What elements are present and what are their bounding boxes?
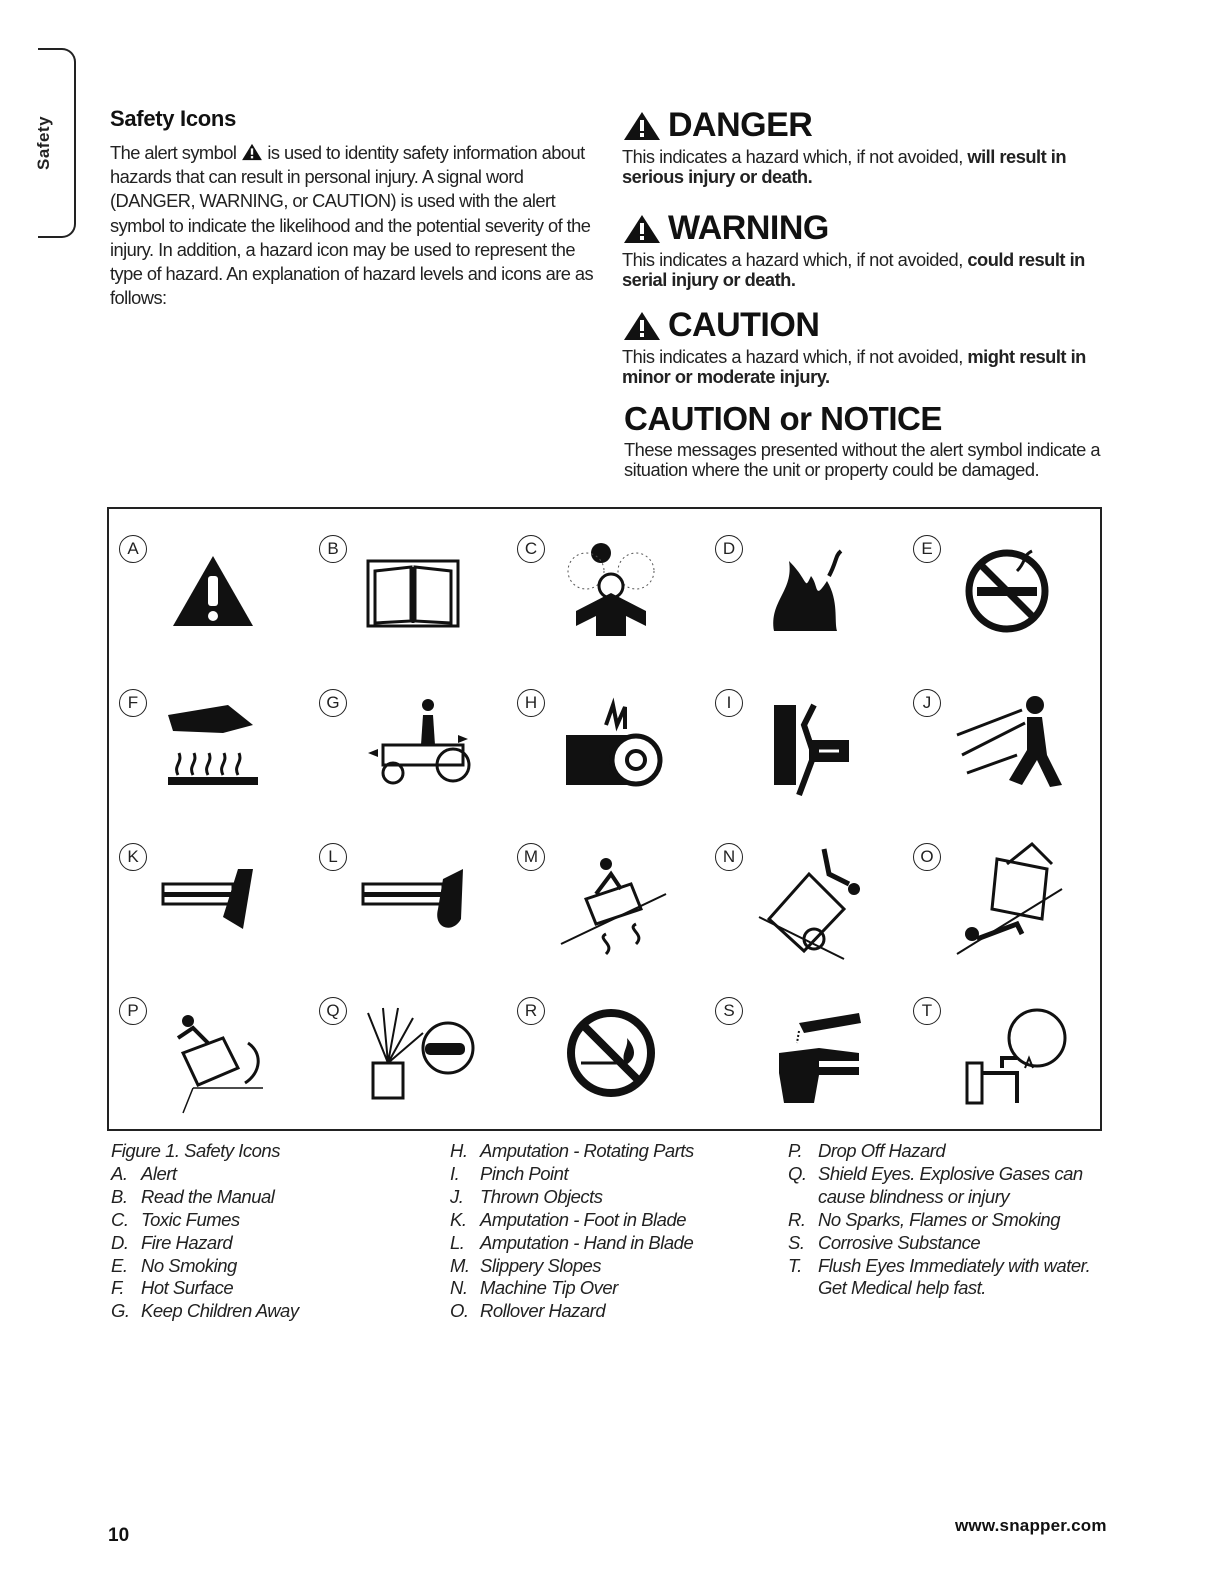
icon-cell-r [511,979,707,1131]
icon-letter: M [517,843,545,871]
pinch-point-icon [749,685,874,810]
legend-key: M. [450,1254,470,1276]
legend-item [788,1209,1108,1232]
legend-item [450,1255,780,1278]
no-sparks-icon [551,993,676,1118]
legend-key: I. [450,1162,460,1184]
legend-item [788,1186,1108,1209]
icon-letter: O [913,843,941,871]
legend-item [788,1163,1108,1186]
caution-heading [622,306,1112,345]
danger-desc: This indicates a hazard which, if not avoided, [622,146,968,167]
caution-desc-bold: might result in minor or moderate injury. [622,346,1086,387]
intro-before: The alert symbol [110,142,237,163]
legend-value: Drop Off Hazard [818,1140,946,1161]
icon-cell-e [907,517,1103,669]
icon-cell-t [907,979,1103,1131]
legend-value: cause blindness or injury [818,1185,1010,1207]
icon-cell-p [113,979,309,1131]
fire-icon [749,531,874,656]
rotating-parts-icon [551,685,676,810]
legend-value: Slippery Slopes [480,1254,602,1276]
icon-cell-n [709,825,905,977]
legend-item [788,1277,1108,1300]
legend-key: N. [450,1277,468,1299]
icon-cell-l [313,825,509,977]
legend-key [788,1186,818,1209]
legend-key [788,1277,818,1300]
danger-desc-bold: will result in serious injury or death. [622,146,1067,187]
intro-after: is used to identity safety information about hazards that can result in personal injury. A signal word (DANGER, WARNING, or CAUTION) is used with the alert symbol to indicate the likelihood and the potential severity of the injury. In addition, a hazard icon may be used to represent the type of hazard. An explanation of hazard levels and icons are as follows: [110,142,594,309]
legend-value: Corrosive Substance [818,1231,981,1253]
icon-letter: I [715,689,743,717]
alert-icon [241,143,263,161]
foot-blade-icon [153,839,278,964]
legend-key: C. [111,1208,129,1230]
warning-heading [622,209,1112,248]
icon-cell-f [113,671,309,823]
legend-column-1 [111,1140,431,1323]
legend-value: Read the Manual [141,1185,275,1207]
legend-key: J. [450,1185,464,1207]
legend-value: Rollover Hazard [480,1300,606,1322]
danger-word: DANGER [668,106,813,144]
corrosive-icon [749,993,874,1118]
caution-word: CAUTION [668,306,820,344]
danger-block [622,106,1112,187]
legend-value: Flush Eyes Immediately with water. [818,1254,1091,1276]
icon-cell-j [907,671,1103,823]
icon-letter: S [715,997,743,1025]
icon-cell-o [907,825,1103,977]
legend-value: Machine Tip Over [480,1277,618,1299]
tip-over-icon [749,839,874,964]
legend-column-2 [450,1140,780,1323]
legend-key: O. [450,1300,469,1322]
legend-key: L. [450,1231,465,1253]
icon-letter: F [119,689,147,717]
icon-letter: B [319,535,347,563]
legend-key: D. [111,1231,129,1253]
alert-icon [622,310,662,342]
icon-cell-a [113,517,309,669]
legend-item [788,1255,1108,1278]
manual-icon [353,531,478,656]
icon-letter: J [913,689,941,717]
icon-cell-k [113,825,309,977]
icon-letter: E [913,535,941,563]
icon-letter: N [715,843,743,871]
legend-item [450,1209,780,1232]
legend-value: Amputation - Foot in Blade [480,1208,687,1230]
warning-word: WARNING [668,209,829,247]
icon-letter: G [319,689,347,717]
icon-cell-m [511,825,707,977]
legend-key: F. [111,1277,125,1299]
legend-key: B. [111,1185,128,1207]
website-link[interactable]: www.snapper.com [955,1516,1107,1535]
legend-key: A. [111,1162,128,1184]
legend-value: Get Medical help fast. [818,1277,986,1299]
notice-text: These messages presented without the alert symbol indicate a situation where the unit or property could be damaged. [624,439,1101,480]
legend-value: No Sparks, Flames or Smoking [818,1208,1061,1230]
caution-block [622,306,1112,387]
warning-block [622,209,1112,290]
icon-letter: L [319,843,347,871]
legend-key: K. [450,1208,467,1230]
icon-cell-s [709,979,905,1131]
no-smoking-icon [947,531,1072,656]
danger-text [622,147,1112,187]
legend-item [111,1277,431,1300]
legend-key: R. [788,1208,806,1230]
legend-value: Toxic Fumes [141,1208,240,1230]
legend-item [111,1209,431,1232]
icon-letter: C [517,535,545,563]
legend-item [788,1140,1108,1163]
legend-key: G. [111,1300,130,1322]
drop-off-icon [153,993,278,1118]
legend-item [450,1277,780,1300]
icon-letter: D [715,535,743,563]
icon-cell-g [313,671,509,823]
icon-cell-d [709,517,905,669]
toxic-fumes-icon [551,531,676,656]
side-tab-label: Safety [34,115,53,170]
warning-desc: This indicates a hazard which, if not avoided, [622,249,968,270]
legend-item [450,1140,780,1163]
icon-letter: H [517,689,545,717]
section-title: Safety Icons [110,106,237,131]
legend-value: No Smoking [141,1254,237,1276]
legend-item [111,1140,431,1163]
alert-icon [153,531,278,656]
icon-letter: T [913,997,941,1025]
warning-desc-bold: could result in serial injury or death. [622,249,1085,290]
legend-value: Thrown Objects [480,1185,603,1207]
rollover-icon [947,839,1072,964]
slippery-slope-icon [551,839,676,964]
icon-cell-q [313,979,509,1131]
icon-letter: Q [319,997,347,1025]
legend-item [450,1163,780,1186]
thrown-objects-icon [947,685,1072,810]
icon-cell-b [313,517,509,669]
icon-letter: P [119,997,147,1025]
caution-text [622,347,1112,387]
figure-caption: Figure 1. Safety Icons [111,1140,280,1161]
notice-block [624,400,1104,480]
hand-blade-icon [353,839,478,964]
alert-icon [622,110,662,142]
children-away-icon [353,685,478,810]
flush-eyes-icon [947,993,1072,1118]
page-number: 10 [108,1525,130,1546]
intro-paragraph [110,141,605,310]
legend-value: Shield Eyes. Explosive Gases can [818,1162,1083,1184]
legend-item [450,1300,780,1323]
legend-value: Keep Children Away [141,1300,299,1322]
legend-item [111,1232,431,1255]
icon-letter: A [119,535,147,563]
legend-key: H. [450,1140,468,1161]
danger-heading [622,106,1112,145]
legend-item [111,1163,431,1186]
legend-item [450,1232,780,1255]
legend-value: Alert [141,1162,177,1184]
icon-letter: K [119,843,147,871]
legend-value: Fire Hazard [141,1231,233,1253]
legend-item [111,1255,431,1278]
alert-icon [622,213,662,245]
legend-item [111,1186,431,1209]
warning-text [622,250,1112,290]
icon-letter: R [517,997,545,1025]
legend-key: S. [788,1231,805,1253]
hot-surface-icon [153,685,278,810]
legend-key: T. [788,1254,802,1276]
legend-key: E. [111,1254,128,1276]
legend-key: Q. [788,1162,807,1184]
shield-eyes-icon [353,993,478,1118]
icon-cell-i [709,671,905,823]
legend-value: Hot Surface [141,1277,234,1299]
legend-item [111,1300,431,1323]
legend-value: Amputation - Rotating Parts [480,1140,694,1161]
legend-item [788,1232,1108,1255]
legend-value: Amputation - Hand in Blade [480,1231,694,1253]
caution-desc: This indicates a hazard which, if not avoided, [622,346,968,367]
icon-cell-c [511,517,707,669]
icon-cell-h [511,671,707,823]
notice-heading: CAUTION or NOTICE [624,400,942,437]
legend-key: P. [788,1140,803,1161]
safety-icons-figure [107,507,1102,1131]
legend-value: Pinch Point [480,1162,569,1184]
legend-column-3 [788,1140,1108,1300]
legend-item [450,1186,780,1209]
